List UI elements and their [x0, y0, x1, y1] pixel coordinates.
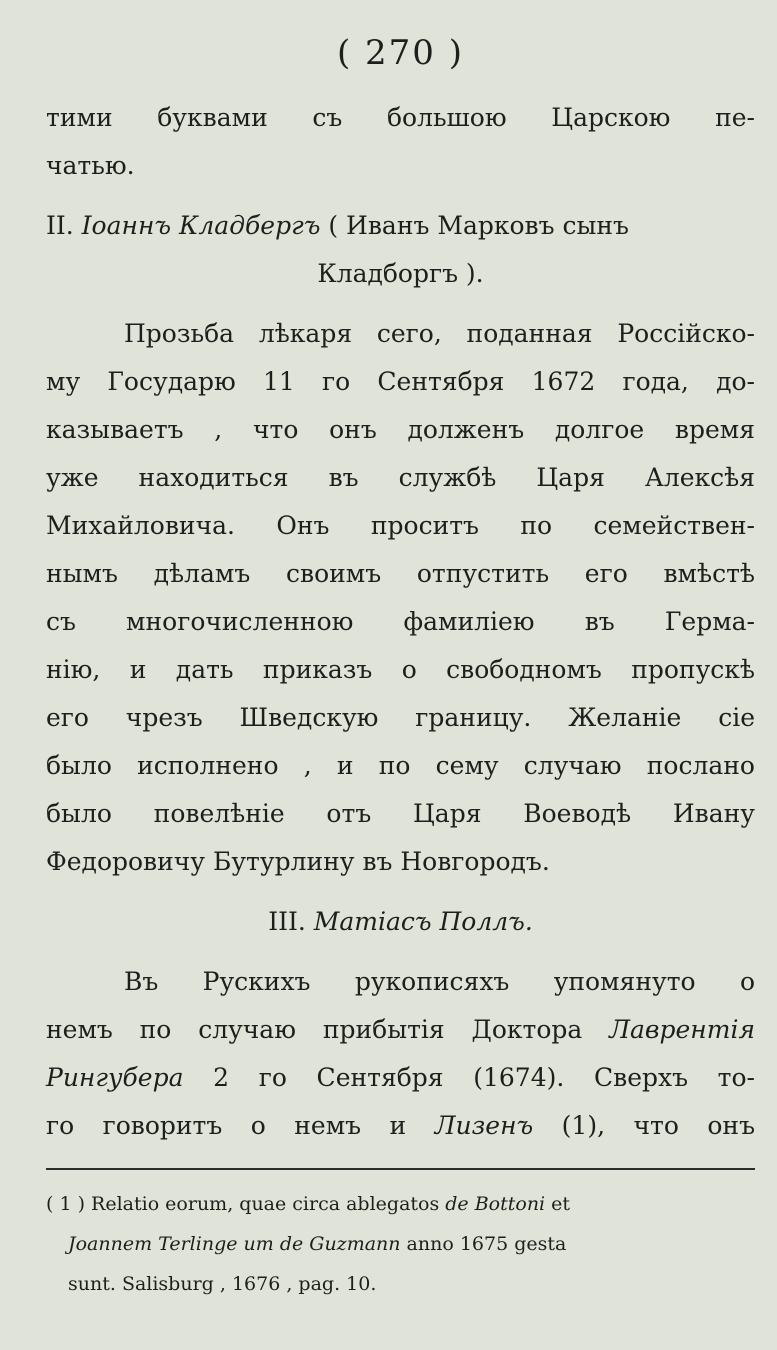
paragraph-kladberg: [46, 310, 755, 886]
text-line: было повелѣніе отъ Царя Воеводѣ Ивану: [46, 799, 755, 828]
text-line: его чрезъ Шведскую границу. Желаніе сіе: [46, 703, 755, 732]
footnote-line: sunt. Salisburg , 1676 , pag. 10.: [68, 1273, 377, 1295]
section-number: II.: [46, 211, 74, 240]
section-name-rest: ( Иванъ Марковъ сынъ: [328, 211, 629, 240]
italic-name: Лаврентія: [609, 1015, 755, 1044]
text-line: [46, 1102, 755, 1150]
text-line: казываетъ , что онъ долженъ долгое время: [46, 415, 755, 444]
text-run: anno 1675 gesta: [400, 1233, 567, 1255]
section-number: III.: [268, 907, 306, 936]
text-line: нымъ дѣламъ своимъ отпустить его вмѣстѣ: [46, 559, 755, 588]
footnote-line: [46, 1224, 755, 1264]
page-number-header: ( 270 ): [336, 33, 465, 73]
italic-text: um de Guzmann: [237, 1233, 401, 1255]
section-heading-ii: [46, 202, 755, 250]
text-line: уже находиться въ службѣ Царя Алексѣя: [46, 463, 755, 492]
text-line: Михайловича. Онъ проситъ по семействен-: [46, 511, 755, 540]
text-line: [46, 1006, 755, 1054]
section-name-italic: Матіасъ Поллъ.: [313, 907, 533, 936]
text-line: Въ Рускихъ рукописяхъ упомянуто о: [124, 967, 755, 996]
italic-text: Joannem Terlinge: [68, 1233, 238, 1255]
italic-text: de Bottoni: [445, 1193, 546, 1215]
footnote: [46, 1184, 755, 1304]
text-run: (1), что онъ: [533, 1111, 755, 1140]
text-line: нію, и дать приказъ о свободномъ пропускѣ: [46, 655, 755, 684]
section-heading-iii: [46, 898, 755, 946]
text-run: et: [545, 1193, 571, 1215]
text-line: съ многочисленною фамиліею въ Герма-: [46, 607, 755, 636]
text-run: ( 1 ) Relatio eorum, quae circa ablegatos: [46, 1193, 446, 1215]
text-line: Прозьба лѣкаря сего, поданная Россійско-: [124, 319, 755, 348]
text-line: было исполнено , и по сему случаю послано: [46, 751, 755, 780]
footnote-divider: [46, 1168, 755, 1170]
section-heading-ii-continued: Кладборгъ ).: [317, 259, 484, 288]
paragraph-poll: [46, 958, 755, 1150]
text-line: [46, 1054, 755, 1102]
text-line: тими буквами съ большою Царскою пе-: [46, 103, 755, 132]
text-line: му Государю 11 го Сентября 1672 года, до-: [46, 367, 755, 396]
text-run: го говоритъ о немъ и: [46, 1111, 435, 1140]
section-name-italic: Іоаннъ Кладбергъ: [81, 211, 321, 240]
italic-name: Лизенъ: [434, 1111, 534, 1140]
text-line: чатью.: [46, 151, 135, 180]
text-line: Федоровичу Бутурлину въ Новгородъ.: [46, 847, 550, 876]
text-run: 2 го Сентября (1674). Сверхъ то-: [183, 1063, 755, 1092]
footnote-line: [46, 1184, 755, 1224]
text-run: немъ по случаю прибытія Доктора: [46, 1015, 610, 1044]
italic-name: Рингубера: [46, 1063, 184, 1092]
